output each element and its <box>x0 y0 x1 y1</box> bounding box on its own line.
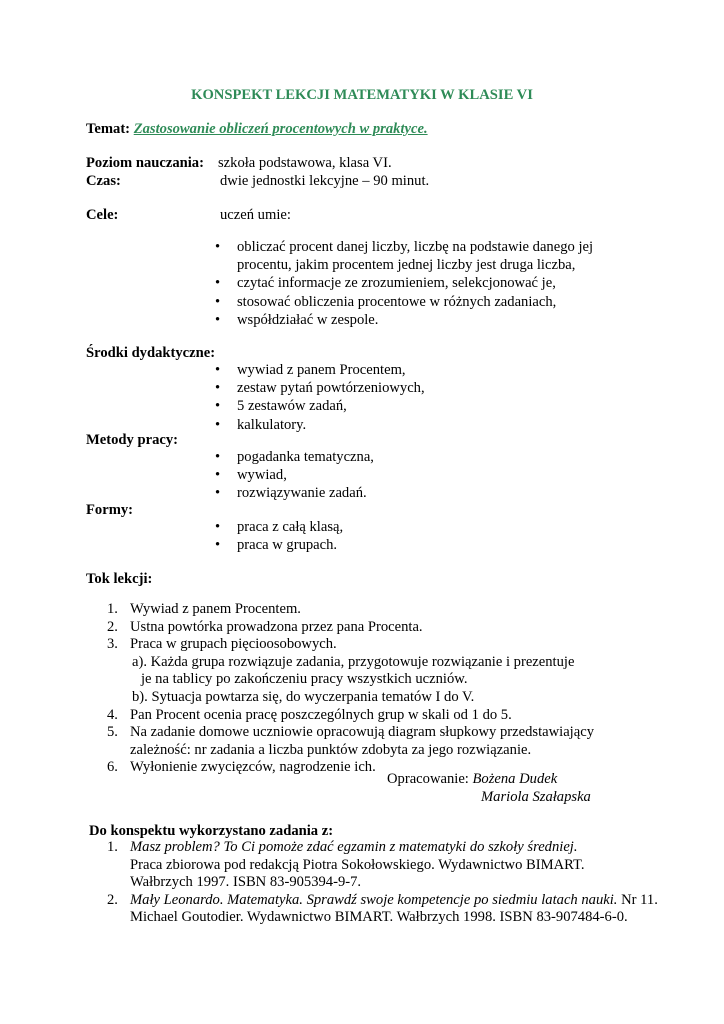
list-item: • wywiad z panem Procentem, <box>215 361 425 379</box>
time-label: Czas: <box>86 173 121 189</box>
goals-intro: uczeń umie: <box>220 207 291 223</box>
author-name-1: Bożena Dudek <box>472 771 558 787</box>
sources-list <box>107 839 687 927</box>
list-item: • pogadanka tematyczna, <box>215 448 374 466</box>
list-item: 1. Masz problem? To Ci pomoże zdać egzamin z matematyki do szkoły średniej. Praca zbiorowa pod redakcją Piotra Sokołowskiego. Wydawnictwo BIMART. Wałbrzych 1997. ISBN 83-905394-9-7. <box>107 839 585 891</box>
list-item: 1. Wywiad z panem Procentem. <box>107 601 301 617</box>
author-name-2: Mariola Szałapska <box>481 789 591 805</box>
topic-line <box>86 120 428 138</box>
topic-value: Zastosowanie obliczeń procentowych w praktyce. <box>133 121 428 137</box>
methods-label: Metody pracy: <box>86 432 178 448</box>
list-item: • kalkulatory. <box>215 416 425 434</box>
list-item: • praca z całą klasą, <box>215 518 343 536</box>
level-label: Poziom nauczania: <box>86 155 204 171</box>
document-title: KONSPEKT LEKCJI MATEMATYKI W KLASIE VI <box>191 87 533 103</box>
forms-label: Formy: <box>86 502 134 518</box>
list-item: • rozwiązywanie zadań. <box>215 484 374 502</box>
list-item: 2. Mały Leonardo. Matematyka. Sprawdź swoje kompetencje po siedmiu latach nauki. Nr 11. Michael Goutodier. Wydawnictwo BIMART. Wałbrzych 1998. ISBN 83-907484-6-0. <box>107 891 658 926</box>
forms-list <box>215 518 343 554</box>
list-item: • 5 zestawów zadań, <box>215 397 425 415</box>
list-item: 4. Pan Procent ocenia pracę poszczególnych grup w skali od 1 do 5. <box>107 706 512 723</box>
list-item: 5. Na zadanie domowe uczniowie opracowują diagram słupkowy przedstawiający zależność: nr zadania a liczba punktów zdobyta za jego rozwiązanie. <box>107 724 594 758</box>
list-item: • praca w grupach. <box>215 536 343 554</box>
sources-label: Do konspektu wykorzystano zadania z: <box>89 823 334 839</box>
list-item: 3. Praca w grupach pięcioosobowych. a). Każda grupa rozwiązuje zadania, przygotowuje rozwiązanie i prezentuje je na tablicy po zakończeniu pracy wszystkich uczniów. b). Sytuacja powtarza się, do wyczerpania tematów I do V. <box>107 636 575 705</box>
list-item: • współdziałać w zespole. <box>215 311 615 329</box>
list-item: • stosować obliczenia procentowe w różnych zadaniach, <box>215 293 615 311</box>
list-item: • obliczać procent danej liczby, liczbę na podstawie danego jej procentu, jakim procentem jednej liczby jest druga liczba, <box>215 238 615 274</box>
authors-line <box>387 770 557 788</box>
course-label: Tok lekcji: <box>86 571 153 587</box>
list-item: • zestaw pytań powtórzeniowych, <box>215 379 425 397</box>
aids-list <box>215 361 425 434</box>
authors-label: Opracowanie: <box>387 771 469 787</box>
level-value: szkoła podstawowa, klasa VI. <box>218 155 392 171</box>
aids-label: Środki dydaktyczne: <box>86 345 216 361</box>
list-item: 2. Ustna powtórka prowadzona przez pana Procenta. <box>107 618 423 635</box>
methods-list <box>215 448 374 503</box>
course-list <box>107 601 667 777</box>
topic-label: Temat: <box>86 121 131 137</box>
list-item: 6. Wyłonienie zwycięzców, nagrodzenie ich. <box>107 759 376 776</box>
goals-label: Cele: <box>86 207 119 223</box>
time-value: dwie jednostki lekcyjne – 90 minut. <box>220 173 430 189</box>
goals-list <box>215 238 615 329</box>
list-item: • czytać informacje ze zrozumieniem, selekcjonować je, <box>215 274 615 292</box>
list-item: • wywiad, <box>215 466 374 484</box>
